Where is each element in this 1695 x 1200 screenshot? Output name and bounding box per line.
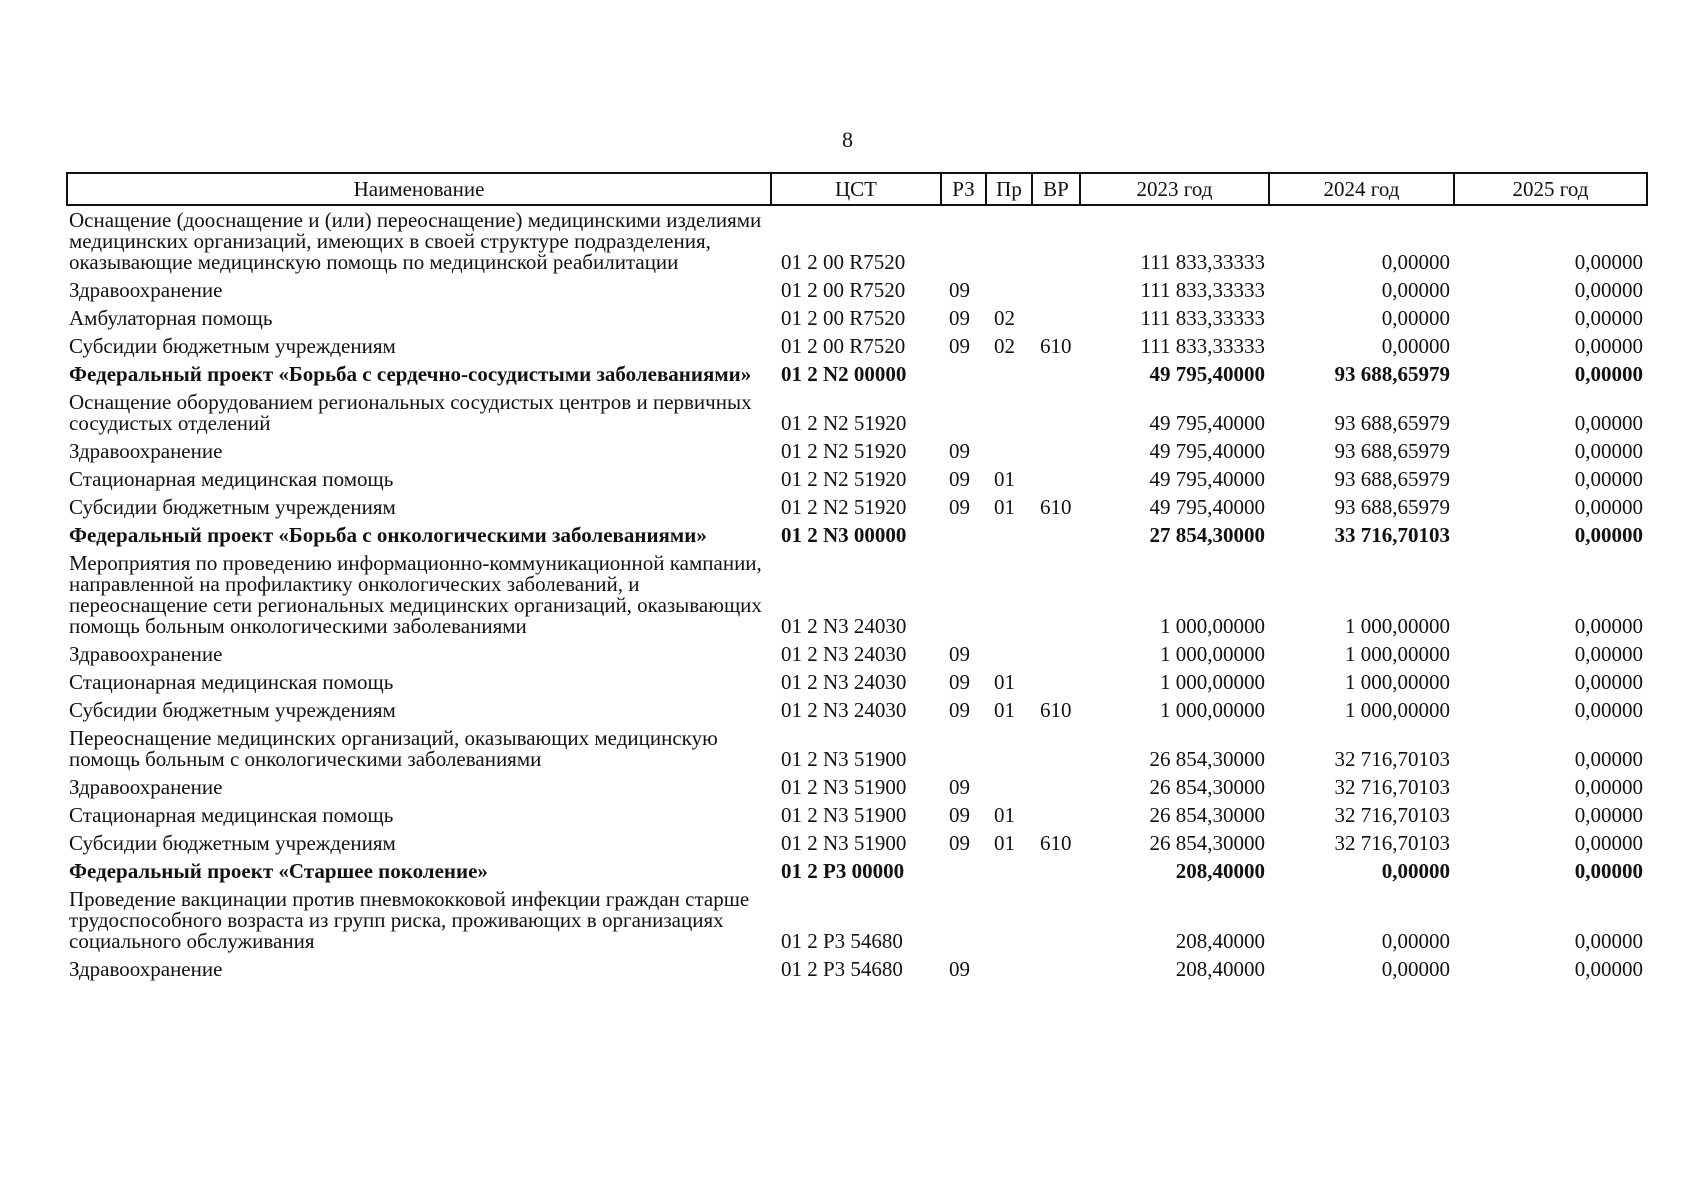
cell-vr (1032, 668, 1080, 696)
cell-vr (1032, 773, 1080, 801)
cell-vr: 610 (1040, 831, 1072, 855)
cell-2025: 0,00000 (1574, 411, 1643, 435)
cell-vr (1032, 205, 1080, 276)
project-row (67, 521, 1647, 549)
cell-2024: 0,00000 (1381, 929, 1450, 953)
cell-2024: 0,00000 (1381, 306, 1450, 330)
cell-cst: 01 2 00 R7520 (781, 250, 906, 274)
cell-2024: 93 688,65979 (1334, 495, 1450, 519)
cell-2023: 208,40000 (1175, 859, 1265, 883)
project-row (67, 360, 1647, 388)
cell-name: Федеральный проект «Борьба с онкологическими заболеваниями» (69, 523, 707, 547)
cell-rz (941, 521, 986, 549)
cell-cst: 01 2 N2 00000 (781, 362, 907, 386)
cell-vr (1032, 437, 1080, 465)
cell-cst: 01 2 N3 24030 (781, 698, 907, 722)
table-row (67, 955, 1647, 983)
cell-name: Стационарная медицинская помощь (69, 803, 394, 827)
cell-2024: 93 688,65979 (1334, 467, 1450, 491)
budget-table (66, 172, 1648, 983)
cell-name: Федеральный проект «Борьба с сердечно-сосудистыми заболеваниями» (69, 362, 752, 386)
cell-name: Здравоохранение (69, 957, 223, 981)
header-vr: ВР (1032, 173, 1080, 205)
table-row (67, 332, 1647, 360)
cell-rz: 09 (949, 439, 970, 463)
cell-2025: 0,00000 (1574, 642, 1643, 666)
cell-vr (1032, 549, 1080, 640)
table-row (67, 205, 1647, 276)
cell-rz: 09 (949, 831, 970, 855)
cell-vr (1032, 276, 1080, 304)
cell-2025: 0,00000 (1574, 775, 1643, 799)
cell-vr (1032, 640, 1080, 668)
cell-pr (986, 205, 1032, 276)
cell-2025: 0,00000 (1574, 523, 1643, 547)
cell-2024: 32 716,70103 (1334, 831, 1450, 855)
table-row (67, 304, 1647, 332)
cell-vr: 610 (1040, 495, 1072, 519)
cell-vr (1032, 388, 1080, 437)
cell-pr: 01 (994, 803, 1015, 827)
cell-cst: 01 2 00 R7520 (781, 334, 906, 358)
cell-2025: 0,00000 (1574, 670, 1643, 694)
cell-name: Здравоохранение (69, 439, 223, 463)
table-row (67, 885, 1647, 955)
cell-pr: 02 (994, 306, 1015, 330)
table-header-row (67, 173, 1647, 205)
cell-2023: 208,40000 (1175, 929, 1265, 953)
table-row (67, 388, 1647, 437)
table-row (67, 773, 1647, 801)
cell-cst: 01 2 00 R7520 (781, 278, 906, 302)
cell-rz: 09 (949, 698, 970, 722)
cell-2024: 0,00000 (1381, 957, 1450, 981)
cell-2023: 49 795,40000 (1149, 411, 1265, 435)
cell-2025: 0,00000 (1574, 859, 1643, 883)
cell-vr (1032, 885, 1080, 955)
cell-pr: 01 (994, 467, 1015, 491)
cell-cst: 01 2 N3 51900 (781, 775, 907, 799)
cell-2024: 32 716,70103 (1334, 747, 1450, 771)
cell-name: Субсидии бюджетным учреждениям (69, 495, 396, 519)
table-row (67, 829, 1647, 857)
cell-pr (986, 640, 1032, 668)
table-row (67, 696, 1647, 724)
cell-rz: 09 (949, 306, 970, 330)
cell-2024: 93 688,65979 (1334, 411, 1450, 435)
cell-2023: 49 795,40000 (1149, 362, 1265, 386)
cell-rz: 09 (949, 957, 970, 981)
cell-2025: 0,00000 (1574, 439, 1643, 463)
cell-cst: 01 2 N3 51900 (781, 747, 907, 771)
cell-vr (1032, 955, 1080, 983)
cell-2025: 0,00000 (1574, 698, 1643, 722)
table-row (67, 801, 1647, 829)
cell-name: Стационарная медицинская помощь (69, 670, 394, 694)
cell-name: Здравоохранение (69, 278, 223, 302)
header-rz: РЗ (941, 173, 986, 205)
cell-rz (941, 885, 986, 955)
cell-cst: 01 2 N2 51920 (781, 495, 907, 519)
table-body (67, 205, 1647, 983)
cell-pr (986, 388, 1032, 437)
cell-pr: 01 (994, 831, 1015, 855)
cell-2023: 111 833,33333 (1140, 306, 1265, 330)
cell-2024: 33 716,70103 (1334, 523, 1450, 547)
cell-2023: 49 795,40000 (1149, 467, 1265, 491)
header-2025: 2025 год (1454, 173, 1647, 205)
cell-cst: 01 2 N3 51900 (781, 803, 907, 827)
table-row (67, 465, 1647, 493)
cell-name: Стационарная медицинская помощь (69, 467, 394, 491)
cell-vr (1032, 521, 1080, 549)
cell-2025: 0,00000 (1574, 747, 1643, 771)
table-row (67, 724, 1647, 773)
cell-cst: 01 2 N2 51920 (781, 439, 907, 463)
header-cst: ЦСТ (771, 173, 941, 205)
cell-cst: 01 2 P3 54680 (781, 929, 903, 953)
cell-rz: 09 (949, 642, 970, 666)
cell-cst: 01 2 N2 51920 (781, 467, 907, 491)
cell-2023: 1 000,00000 (1160, 698, 1265, 722)
cell-vr (1032, 304, 1080, 332)
cell-2023: 26 854,30000 (1149, 803, 1265, 827)
header-2024: 2024 год (1269, 173, 1454, 205)
cell-name: Федеральный проект «Старшее поколение» (69, 859, 488, 883)
cell-pr (986, 773, 1032, 801)
cell-name: Здравоохранение (69, 775, 223, 799)
cell-name: Проведение вакцинации против пневмококковой инфекции граждан старше трудоспособного возраста из групп риска, проживающих в организациях социального обслуживания (69, 887, 750, 953)
cell-rz: 09 (949, 467, 970, 491)
cell-2023: 26 854,30000 (1149, 831, 1265, 855)
table-row (67, 493, 1647, 521)
cell-name: Здравоохранение (69, 642, 223, 666)
cell-2024: 0,00000 (1381, 334, 1450, 358)
cell-vr: 610 (1040, 698, 1072, 722)
cell-2023: 26 854,30000 (1149, 747, 1265, 771)
cell-2023: 1 000,00000 (1160, 614, 1265, 638)
cell-rz (941, 857, 986, 885)
cell-2024: 1 000,00000 (1345, 614, 1450, 638)
cell-2025: 0,00000 (1574, 250, 1643, 274)
cell-pr (986, 360, 1032, 388)
cell-2023: 1 000,00000 (1160, 670, 1265, 694)
cell-2024: 93 688,65979 (1334, 439, 1450, 463)
cell-vr: 610 (1040, 334, 1072, 358)
cell-rz (941, 360, 986, 388)
cell-cst: 01 2 00 R7520 (781, 306, 906, 330)
table-row (67, 668, 1647, 696)
cell-2025: 0,00000 (1574, 306, 1643, 330)
cell-cst: 01 2 N3 24030 (781, 614, 907, 638)
cell-pr (986, 521, 1032, 549)
cell-pr (986, 437, 1032, 465)
cell-vr (1032, 724, 1080, 773)
cell-pr: 01 (994, 495, 1015, 519)
cell-2023: 111 833,33333 (1140, 334, 1265, 358)
cell-2024: 32 716,70103 (1334, 803, 1450, 827)
cell-2023: 49 795,40000 (1149, 495, 1265, 519)
cell-2025: 0,00000 (1574, 831, 1643, 855)
cell-cst: 01 2 N2 51920 (781, 411, 907, 435)
cell-2024: 0,00000 (1381, 859, 1450, 883)
table-row (67, 437, 1647, 465)
cell-name: Амбулаторная помощь (69, 306, 273, 330)
cell-rz (941, 388, 986, 437)
cell-2023: 111 833,33333 (1140, 250, 1265, 274)
cell-2023: 27 854,30000 (1149, 523, 1265, 547)
cell-2024: 0,00000 (1381, 278, 1450, 302)
cell-pr: 02 (994, 334, 1015, 358)
cell-name: Субсидии бюджетным учреждениям (69, 831, 396, 855)
cell-rz: 09 (949, 278, 970, 302)
cell-rz (941, 724, 986, 773)
cell-rz: 09 (949, 803, 970, 827)
cell-name: Оснащение оборудованием региональных сосудистых центров и первичных сосудистых отделений (69, 390, 752, 435)
table-row (67, 640, 1647, 668)
cell-2025: 0,00000 (1574, 495, 1643, 519)
cell-pr (986, 885, 1032, 955)
cell-2024: 93 688,65979 (1334, 362, 1450, 386)
cell-vr (1032, 857, 1080, 885)
cell-rz (941, 549, 986, 640)
cell-rz: 09 (949, 670, 970, 694)
cell-2025: 0,00000 (1574, 957, 1643, 981)
cell-2025: 0,00000 (1574, 334, 1643, 358)
cell-pr (986, 549, 1032, 640)
cell-2025: 0,00000 (1574, 278, 1643, 302)
cell-2024: 32 716,70103 (1334, 775, 1450, 799)
cell-cst: 01 2 N3 24030 (781, 670, 907, 694)
cell-rz (941, 205, 986, 276)
cell-2024: 1 000,00000 (1345, 642, 1450, 666)
project-row (67, 857, 1647, 885)
cell-pr: 01 (994, 698, 1015, 722)
cell-name: Оснащение (дооснащение и (или) переоснащение) медицинскими изделиями медицинских организаций, имеющих в своей структуре подразделения, оказывающие медицинскую помощь по медицинской реабилитации (69, 208, 762, 274)
cell-rz: 09 (949, 334, 970, 358)
cell-pr (986, 857, 1032, 885)
cell-2025: 0,00000 (1574, 803, 1643, 827)
cell-rz: 09 (949, 775, 970, 799)
header-2023: 2023 год (1080, 173, 1269, 205)
cell-pr (986, 724, 1032, 773)
page-number: 8 (842, 127, 853, 152)
cell-vr (1032, 801, 1080, 829)
cell-name: Мероприятия по проведению информационно-коммуникационной кампании, направленной на профилактику онкологических заболеваний, и переоснащение сети региональных медицинских организаций, оказывающих помощь больным онкологическими заболеваниями (69, 551, 762, 638)
cell-vr (1032, 465, 1080, 493)
cell-name: Субсидии бюджетным учреждениям (69, 334, 396, 358)
cell-2024: 0,00000 (1381, 250, 1450, 274)
table-row (67, 549, 1647, 640)
cell-pr (986, 955, 1032, 983)
cell-cst: 01 2 P3 00000 (781, 859, 905, 883)
cell-rz: 09 (949, 495, 970, 519)
cell-pr (986, 276, 1032, 304)
cell-name: Субсидии бюджетным учреждениям (69, 698, 396, 722)
cell-cst: 01 2 N3 51900 (781, 831, 907, 855)
cell-cst: 01 2 N3 00000 (781, 523, 907, 547)
cell-2023: 26 854,30000 (1149, 775, 1265, 799)
cell-2024: 1 000,00000 (1345, 670, 1450, 694)
cell-2025: 0,00000 (1574, 929, 1643, 953)
cell-pr: 01 (994, 670, 1015, 694)
cell-2025: 0,00000 (1574, 467, 1643, 491)
cell-cst: 01 2 N3 24030 (781, 642, 907, 666)
cell-2024: 1 000,00000 (1345, 698, 1450, 722)
cell-2025: 0,00000 (1574, 614, 1643, 638)
header-pr: Пр (986, 173, 1032, 205)
cell-cst: 01 2 P3 54680 (781, 957, 903, 981)
cell-vr (1032, 360, 1080, 388)
cell-2023: 49 795,40000 (1149, 439, 1265, 463)
table-row (67, 276, 1647, 304)
header-name: Наименование (67, 173, 771, 205)
cell-name: Переоснащение медицинских организаций, оказывающих медицинскую помощь больным с онкологическими заболеваниями (69, 726, 718, 771)
cell-2023: 111 833,33333 (1140, 278, 1265, 302)
cell-2023: 1 000,00000 (1160, 642, 1265, 666)
cell-2025: 0,00000 (1574, 362, 1643, 386)
cell-2023: 208,40000 (1175, 957, 1265, 981)
